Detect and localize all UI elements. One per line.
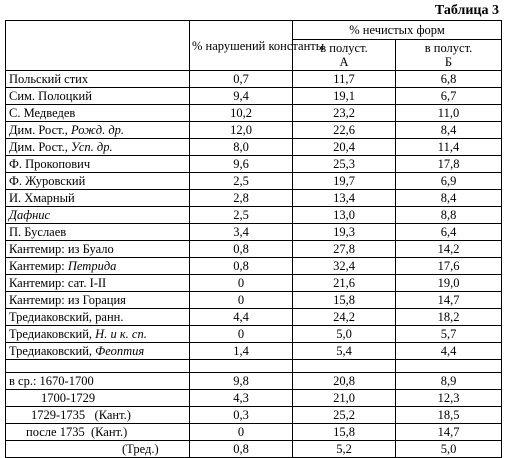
- hemistich-a-value: 15,8: [293, 292, 396, 309]
- table-body: [6, 21, 502, 458]
- hemistich-b-value: 6,7: [396, 88, 502, 105]
- hemistich-a-value: 19,7: [293, 173, 396, 190]
- author-cell: [6, 156, 190, 173]
- data-table: [5, 20, 502, 458]
- hemistich-b-value: 11,0: [396, 105, 502, 122]
- author-cell: [6, 173, 190, 190]
- hemistich-b-value: 6,4: [396, 224, 502, 241]
- table-row: [6, 122, 502, 139]
- author-name: С. Медведев: [9, 106, 76, 120]
- hemistich-a-value: 5,2: [293, 441, 396, 458]
- table-row: [6, 275, 502, 292]
- table-caption: Таблица 3: [434, 3, 499, 18]
- hemistich-b-value: 18,5: [396, 407, 502, 424]
- hemistich-a-value: 5,0: [293, 326, 396, 343]
- author-name: Тредиаковский,: [9, 344, 96, 358]
- violations-value: 2,5: [190, 207, 293, 224]
- spacer-cell: [293, 360, 396, 373]
- average-label: 1729-1735 (Кант.): [6, 407, 190, 424]
- spacer-cell: [396, 360, 502, 373]
- average-label: 1700-1729: [6, 390, 190, 407]
- hemistich-b-value: 5,7: [396, 326, 502, 343]
- table-row: [6, 105, 502, 122]
- table-row: [6, 88, 502, 105]
- author-name: Сим. Полоцкий: [9, 89, 92, 103]
- author-cell: [6, 241, 190, 258]
- author-name: Польский стих: [9, 72, 89, 86]
- header-hemistich-b: [396, 40, 502, 71]
- violations-value: 10,2: [190, 105, 293, 122]
- author-name: Тредиаковский,: [9, 327, 96, 341]
- author-name: Тредиаковский, ранн.: [9, 310, 124, 324]
- hemistich-a-value: 13,4: [293, 190, 396, 207]
- author-cell: [6, 343, 190, 360]
- hemistich-a-value: 21,6: [293, 275, 396, 292]
- author-cell: [6, 190, 190, 207]
- hemistich-a-value: 21,0: [293, 390, 396, 407]
- violations-value: 3,4: [190, 224, 293, 241]
- hemistich-b-value: 8,4: [396, 122, 502, 139]
- hemistich-b-value: 14,2: [396, 241, 502, 258]
- hemistich-b-value: 8,8: [396, 207, 502, 224]
- violations-value: 0,3: [190, 407, 293, 424]
- author-name: Кантемир: из Буало: [9, 242, 114, 256]
- hemistich-b-value: 6,8: [396, 71, 502, 88]
- hemistich-a-value: 5,4: [293, 343, 396, 360]
- table-row: [6, 224, 502, 241]
- header-hemistich-a-letter: А: [339, 55, 349, 69]
- table-row: [6, 156, 502, 173]
- hemistich-b-value: 17,6: [396, 258, 502, 275]
- work-title: Усп. др.: [71, 140, 113, 154]
- violations-value: 0,8: [190, 241, 293, 258]
- average-row: [6, 390, 502, 407]
- violations-value: 0,8: [190, 258, 293, 275]
- average-row: [6, 441, 502, 458]
- header-hemistich-b-letter: Б: [444, 55, 453, 69]
- violations-value: 0: [190, 292, 293, 309]
- table-row: [6, 207, 502, 224]
- hemistich-b-value: 12,3: [396, 390, 502, 407]
- hemistich-b-value: 6,9: [396, 173, 502, 190]
- hemistich-a-value: 27,8: [293, 241, 396, 258]
- violations-value: 0: [190, 424, 293, 441]
- hemistich-a-value: 19,3: [293, 224, 396, 241]
- hemistich-b-value: 8,4: [396, 190, 502, 207]
- violations-value: 1,4: [190, 343, 293, 360]
- header-irregular-forms: % нечистых форм: [293, 21, 502, 40]
- work-title: Петрида: [67, 259, 117, 273]
- spacer-row: [6, 360, 502, 373]
- hemistich-a-value: 32,4: [293, 258, 396, 275]
- violations-value: 9,8: [190, 373, 293, 390]
- violations-value: 8,0: [190, 139, 293, 156]
- work-title: Дафнис: [9, 208, 51, 222]
- hemistich-b-value: 14,7: [396, 424, 502, 441]
- work-title: Рожд. др.: [71, 123, 125, 137]
- hemistich-b-value: 18,2: [396, 309, 502, 326]
- violations-value: 9,4: [190, 88, 293, 105]
- author-cell: [6, 71, 190, 88]
- hemistich-a-value: 15,8: [293, 424, 396, 441]
- average-label: после 1735 (Кант.): [6, 424, 190, 441]
- hemistich-b-value: 4,4: [396, 343, 502, 360]
- header-violations: % нарушений константы: [190, 21, 293, 71]
- hemistich-b-value: 17,8: [396, 156, 502, 173]
- hemistich-a-value: 19,1: [293, 88, 396, 105]
- table-row: [6, 309, 502, 326]
- author-cell: [6, 292, 190, 309]
- author-name: И. Хмарный: [9, 191, 75, 205]
- hemistich-b-value: 5,0: [396, 441, 502, 458]
- hemistich-a-value: 22,6: [293, 122, 396, 139]
- author-cell: [6, 309, 190, 326]
- table-row: [6, 258, 502, 275]
- hemistich-b-value: 8,9: [396, 373, 502, 390]
- hemistich-a-value: 11,7: [293, 71, 396, 88]
- table-row: [6, 190, 502, 207]
- hemistich-b-value: 14,7: [396, 292, 502, 309]
- table-row: [6, 173, 502, 190]
- violations-value: 4,3: [190, 390, 293, 407]
- author-name: Кантемир: из Горация: [9, 293, 126, 307]
- author-cell: [6, 105, 190, 122]
- author-cell: [6, 275, 190, 292]
- author-cell: [6, 122, 190, 139]
- violations-value: 4,4: [190, 309, 293, 326]
- author-cell: [6, 139, 190, 156]
- hemistich-a-value: 25,3: [293, 156, 396, 173]
- table-row: [6, 292, 502, 309]
- table-row: [6, 326, 502, 343]
- hemistich-a-value: 23,2: [293, 105, 396, 122]
- work-title: Феоптия: [95, 344, 145, 358]
- header-hemistich-a-text: в полуст.: [320, 41, 368, 55]
- table-row: [6, 343, 502, 360]
- author-name: П. Буслаев: [9, 225, 67, 239]
- header-hemistich-b-text: в полуст.: [424, 41, 473, 55]
- average-row: [6, 424, 502, 441]
- average-row: [6, 373, 502, 390]
- hemistich-a-value: 13,0: [293, 207, 396, 224]
- violations-value: 0,7: [190, 71, 293, 88]
- violations-value: 12,0: [190, 122, 293, 139]
- work-title: Н. и к. сп.: [95, 327, 147, 341]
- author-name: Дим. Рост.,: [9, 123, 72, 137]
- spacer-cell: [190, 360, 293, 373]
- author-name: Кантемир:: [9, 259, 68, 273]
- hemistich-a-value: 20,8: [293, 373, 396, 390]
- hemistich-a-value: 24,2: [293, 309, 396, 326]
- author-name: Дим. Рост.,: [9, 140, 72, 154]
- hemistich-b-value: 11,4: [396, 139, 502, 156]
- header-row-1: [6, 21, 502, 40]
- author-cell: [6, 326, 190, 343]
- hemistich-a-value: 25,2: [293, 407, 396, 424]
- author-name: Ф. Прокопович: [9, 157, 91, 171]
- violations-value: 9,6: [190, 156, 293, 173]
- author-cell: [6, 207, 190, 224]
- table-row: [6, 71, 502, 88]
- author-cell: [6, 224, 190, 241]
- average-label: в ср.: 1670-1700: [6, 373, 190, 390]
- header-empty-cell: [6, 21, 190, 71]
- hemistich-b-value: 19,0: [396, 275, 502, 292]
- hemistich-a-value: 20,4: [293, 139, 396, 156]
- violations-value: 0: [190, 326, 293, 343]
- author-cell: [6, 258, 190, 275]
- table-row: [6, 241, 502, 258]
- average-row: [6, 407, 502, 424]
- author-name: Кантемир: сат. I-II: [9, 276, 107, 290]
- average-label: (Тред.): [6, 441, 190, 458]
- table-row: [6, 139, 502, 156]
- violations-value: 2,5: [190, 173, 293, 190]
- author-cell: [6, 88, 190, 105]
- violations-value: 0: [190, 275, 293, 292]
- spacer-cell: [6, 360, 190, 373]
- violations-value: 0,8: [190, 441, 293, 458]
- author-name: Ф. Журовский: [9, 174, 86, 188]
- violations-value: 2,8: [190, 190, 293, 207]
